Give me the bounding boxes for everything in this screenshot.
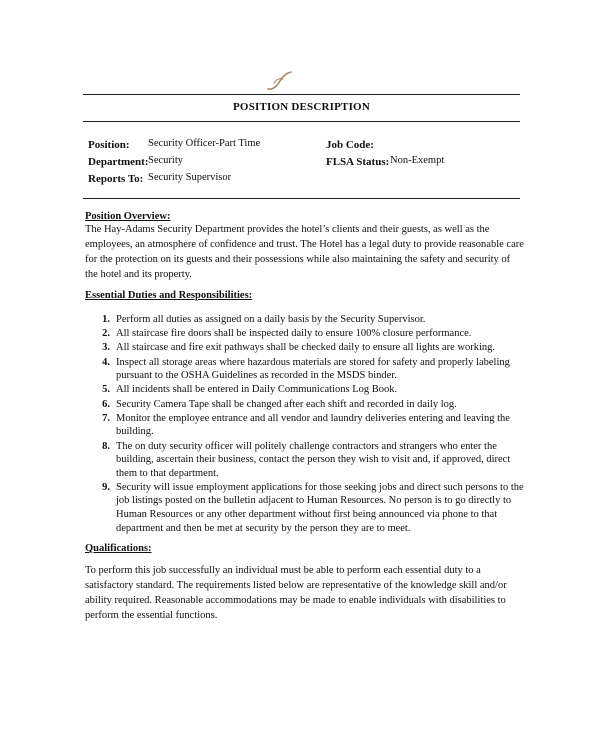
qualifications-heading: Qualifications: <box>85 543 152 554</box>
top-rule <box>83 94 520 95</box>
duty-number: 3. <box>102 342 110 354</box>
duty-text: All staircase fire doors shall be inspected daily to ensure 100% closure performance. <box>116 328 472 340</box>
duty-item <box>85 313 525 327</box>
duty-number: 4. <box>102 356 110 368</box>
duty-item <box>85 327 525 341</box>
duty-text: Monitor the employee entrance and all vendor and laundry deliveries entering and leaving the building. <box>116 412 510 438</box>
duty-item <box>85 481 525 535</box>
reports-to-value: Security Supervisor <box>148 172 232 183</box>
duties-list <box>85 313 525 536</box>
duty-text: Security will issue employment applications for those seeking jobs and direct such persons to the job listings posted on the bulletin adjacent to Human Resources. No person is to go directly to Human Resources or any other department without first being announced via phone to that department and then be met at security by the person they are to meet. <box>116 481 524 534</box>
duty-text: Perform all duties as assigned on a daily basis by the Security Supervisor. <box>116 314 426 325</box>
duty-number: 7. <box>102 412 110 424</box>
department-value: Security <box>148 155 183 166</box>
flsa-status-label: FLSA Status: <box>326 156 390 168</box>
duty-number: 5. <box>102 384 110 396</box>
duty-item <box>85 440 525 481</box>
duty-item <box>85 356 525 383</box>
duty-text: The on duty security officer will politely challenge contractors and strangers who enter the building, ascertain their business, contact the person they wish to visit and, if approved, direct them to that department. <box>116 440 511 479</box>
header-rule <box>83 198 520 199</box>
duty-text: Security Camera Tape shall be changed after each shift and recorded in daily log. <box>116 398 457 410</box>
duty-text: All incidents shall be entered in Daily Communications Log Book. <box>116 384 398 396</box>
hotel-logo-icon <box>264 70 294 92</box>
duty-text: Inspect all storage areas where hazardous materials are stored for safety and properly labeling pursuant to the OSHA Guidelines as recorded in the MSDS binder. <box>116 356 510 382</box>
duty-item <box>85 412 525 439</box>
duty-item <box>85 383 525 397</box>
position-value: Security Officer-Part Time <box>148 138 261 149</box>
duty-item <box>85 341 525 355</box>
flsa-status-value: Non-Exempt <box>390 155 445 166</box>
duty-number: 1. <box>102 314 110 325</box>
position-label: Position: <box>88 139 130 151</box>
title-rule <box>83 121 520 122</box>
overview-text: The Hay-Adams Security Department provides the hotel’s clients and their guests, as well as the employees, an atmosphere of confidence and trust. The Hotel has a legal duty to provide reasonable care for the protection on its guests and their possessions while also maintaining the safety and security of the hotel and its property. <box>85 224 524 280</box>
reports-to-label: Reports To: <box>88 173 144 185</box>
duties-heading: Essential Duties and Responsibilities: <box>85 290 253 301</box>
document-title: POSITION DESCRIPTION <box>233 101 370 113</box>
duty-number: 9. <box>102 481 110 493</box>
job-code-label: Job Code: <box>326 139 374 151</box>
department-label: Department: <box>88 156 149 168</box>
qualifications-text: To perform this job successfully an individual must be able to perform each essential duty to a satisfactory standard. The requirements listed below are representative of the knowledge skill and/or ability required. Reasonable accommodations may be made to enable individuals with disabilities to perform the essential functions. <box>85 565 507 621</box>
duty-number: 6. <box>102 398 110 410</box>
duty-item <box>85 398 525 412</box>
duty-number: 2. <box>102 328 110 340</box>
duty-text: All staircase and fire exit pathways shall be checked daily to ensure all lights are working. <box>116 342 496 354</box>
overview-heading: Position Overview: <box>85 211 171 222</box>
duty-number: 8. <box>102 440 110 452</box>
